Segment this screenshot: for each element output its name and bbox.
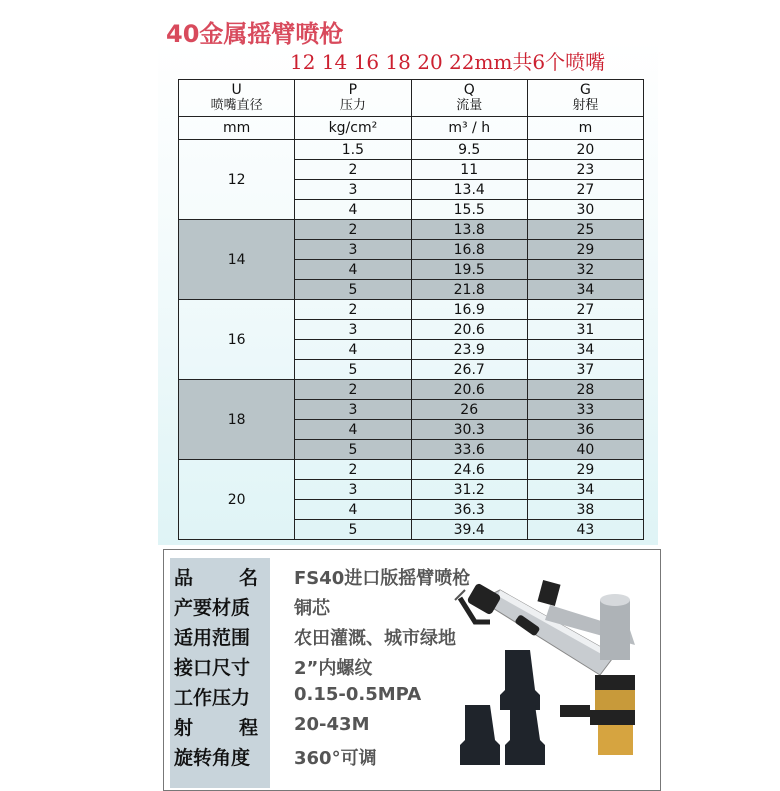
flow-cell: 33.6 bbox=[411, 440, 527, 460]
pressure-cell: 4 bbox=[295, 340, 411, 360]
range-cell: 31 bbox=[527, 320, 643, 340]
sprinkler-gun-image bbox=[440, 560, 640, 780]
column-name: 流量 bbox=[456, 98, 483, 113]
flow-cell: 13.4 bbox=[411, 180, 527, 200]
pressure-cell: 1.5 bbox=[295, 140, 411, 160]
range-cell: 34 bbox=[527, 480, 643, 500]
range-cell: 30 bbox=[527, 200, 643, 220]
page-subtitle: 12 14 16 18 20 22mm共6个喷嘴 bbox=[290, 50, 606, 74]
spec-row bbox=[164, 592, 264, 621]
column-symbol: U bbox=[231, 82, 242, 98]
pressure-cell: 3 bbox=[295, 320, 411, 340]
pressure-cell: 3 bbox=[295, 180, 411, 200]
flow-cell: 30.3 bbox=[411, 420, 527, 440]
column-symbol: Q bbox=[463, 82, 475, 98]
nozzle-diameter-cell: 16 bbox=[179, 300, 295, 380]
spec-row bbox=[164, 652, 264, 681]
spec-label bbox=[164, 713, 264, 740]
spec-label-part: 接口尺寸 bbox=[174, 657, 251, 679]
range-cell: 43 bbox=[527, 520, 643, 540]
column-symbol: P bbox=[348, 82, 358, 98]
flow-cell: 26.7 bbox=[411, 360, 527, 380]
flow-cell: 39.4 bbox=[411, 520, 527, 540]
flow-cell: 15.5 bbox=[411, 200, 527, 220]
spec-label-part: 程 bbox=[238, 717, 258, 739]
spec-value: FS40进口版摇臂喷枪 bbox=[294, 568, 471, 589]
flow-cell: 24.6 bbox=[411, 460, 527, 480]
range-cell: 29 bbox=[527, 240, 643, 260]
flow-cell: 19.5 bbox=[411, 260, 527, 280]
range-cell: 20 bbox=[527, 140, 643, 160]
flow-cell: 16.9 bbox=[411, 300, 527, 320]
spec-label bbox=[164, 683, 264, 710]
spec-value: 2”内螺纹 bbox=[294, 658, 373, 679]
range-cell: 27 bbox=[527, 300, 643, 320]
pressure-cell: 3 bbox=[295, 240, 411, 260]
column-unit: m³ / h bbox=[411, 117, 527, 140]
range-cell: 37 bbox=[527, 360, 643, 380]
spec-label-part: 旋转角度 bbox=[174, 747, 251, 769]
range-cell: 36 bbox=[527, 420, 643, 440]
page-title: 40金属摇臂喷枪 bbox=[166, 20, 344, 48]
spec-value: 20-43M bbox=[294, 714, 370, 735]
unit-row bbox=[179, 117, 644, 140]
column-symbol: G bbox=[579, 82, 591, 98]
spec-row bbox=[164, 622, 264, 651]
spec-label bbox=[164, 563, 264, 590]
pressure-cell: 2 bbox=[295, 220, 411, 240]
range-cell: 38 bbox=[527, 500, 643, 520]
flow-cell: 20.6 bbox=[411, 320, 527, 340]
pressure-cell: 2 bbox=[295, 300, 411, 320]
flow-cell: 21.8 bbox=[411, 280, 527, 300]
spec-label-part: 适用范围 bbox=[174, 627, 251, 649]
flow-cell: 20.6 bbox=[411, 380, 527, 400]
pressure-cell: 5 bbox=[295, 520, 411, 540]
pressure-cell: 2 bbox=[295, 160, 411, 180]
spec-label bbox=[164, 743, 264, 770]
nozzle-diameter-cell: 12 bbox=[179, 140, 295, 220]
spec-table bbox=[178, 79, 644, 540]
spec-label-part: 产要材质 bbox=[174, 597, 251, 619]
spec-row bbox=[164, 742, 264, 771]
spec-label-part: 品 bbox=[174, 567, 194, 589]
pressure-cell: 4 bbox=[295, 500, 411, 520]
range-cell: 27 bbox=[527, 180, 643, 200]
range-cell: 29 bbox=[527, 460, 643, 480]
spec-value: 0.15-0.5MPA bbox=[294, 684, 422, 705]
header-row bbox=[179, 80, 644, 117]
pressure-cell: 2 bbox=[295, 460, 411, 480]
pressure-cell: 5 bbox=[295, 360, 411, 380]
range-cell: 28 bbox=[527, 380, 643, 400]
flow-cell: 16.8 bbox=[411, 240, 527, 260]
pressure-cell: 4 bbox=[295, 260, 411, 280]
nozzle-diameter-cell: 20 bbox=[179, 460, 295, 540]
flow-cell: 26 bbox=[411, 400, 527, 420]
flow-cell: 9.5 bbox=[411, 140, 527, 160]
column-name: 压力 bbox=[339, 98, 366, 113]
flow-cell: 31.2 bbox=[411, 480, 527, 500]
spec-label-part: 工作压力 bbox=[174, 687, 251, 709]
table-row bbox=[179, 460, 644, 480]
column-unit: mm bbox=[179, 117, 295, 140]
column-unit: kg/cm² bbox=[295, 117, 411, 140]
flow-cell: 36.3 bbox=[411, 500, 527, 520]
pressure-cell: 3 bbox=[295, 480, 411, 500]
spec-value: 农田灌溉、城市绿地 bbox=[294, 628, 456, 649]
column-name: 喷嘴直径 bbox=[210, 98, 263, 113]
column-header bbox=[179, 80, 295, 117]
flow-cell: 23.9 bbox=[411, 340, 527, 360]
spec-row bbox=[164, 712, 264, 741]
pressure-cell: 3 bbox=[295, 400, 411, 420]
nozzle-diameter-cell: 14 bbox=[179, 220, 295, 300]
spec-label-part: 名 bbox=[238, 567, 258, 589]
pressure-cell: 4 bbox=[295, 420, 411, 440]
pressure-cell: 5 bbox=[295, 280, 411, 300]
range-cell: 34 bbox=[527, 280, 643, 300]
spec-value: 铜芯 bbox=[294, 598, 330, 619]
column-header bbox=[411, 80, 527, 117]
pressure-cell: 5 bbox=[295, 440, 411, 460]
range-cell: 25 bbox=[527, 220, 643, 240]
flow-cell: 13.8 bbox=[411, 220, 527, 240]
column-unit: m bbox=[527, 117, 643, 140]
spec-value: 360°可调 bbox=[294, 748, 377, 769]
range-cell: 34 bbox=[527, 340, 643, 360]
spec-row bbox=[164, 562, 264, 591]
table-row bbox=[179, 300, 644, 320]
pressure-cell: 4 bbox=[295, 200, 411, 220]
table-row bbox=[179, 140, 644, 160]
pressure-cell: 2 bbox=[295, 380, 411, 400]
range-cell: 23 bbox=[527, 160, 643, 180]
spec-row bbox=[164, 682, 264, 711]
spec-label bbox=[164, 623, 264, 650]
spec-label bbox=[164, 653, 264, 680]
column-name: 射程 bbox=[572, 98, 599, 113]
table-row bbox=[179, 380, 644, 400]
nozzle-diameter-cell: 18 bbox=[179, 380, 295, 460]
spec-label bbox=[164, 593, 264, 620]
column-header bbox=[527, 80, 643, 117]
range-cell: 33 bbox=[527, 400, 643, 420]
table-row bbox=[179, 220, 644, 240]
spec-label-part: 射 bbox=[174, 717, 194, 739]
range-cell: 40 bbox=[527, 440, 643, 460]
flow-cell: 11 bbox=[411, 160, 527, 180]
column-header bbox=[295, 80, 411, 117]
range-cell: 32 bbox=[527, 260, 643, 280]
